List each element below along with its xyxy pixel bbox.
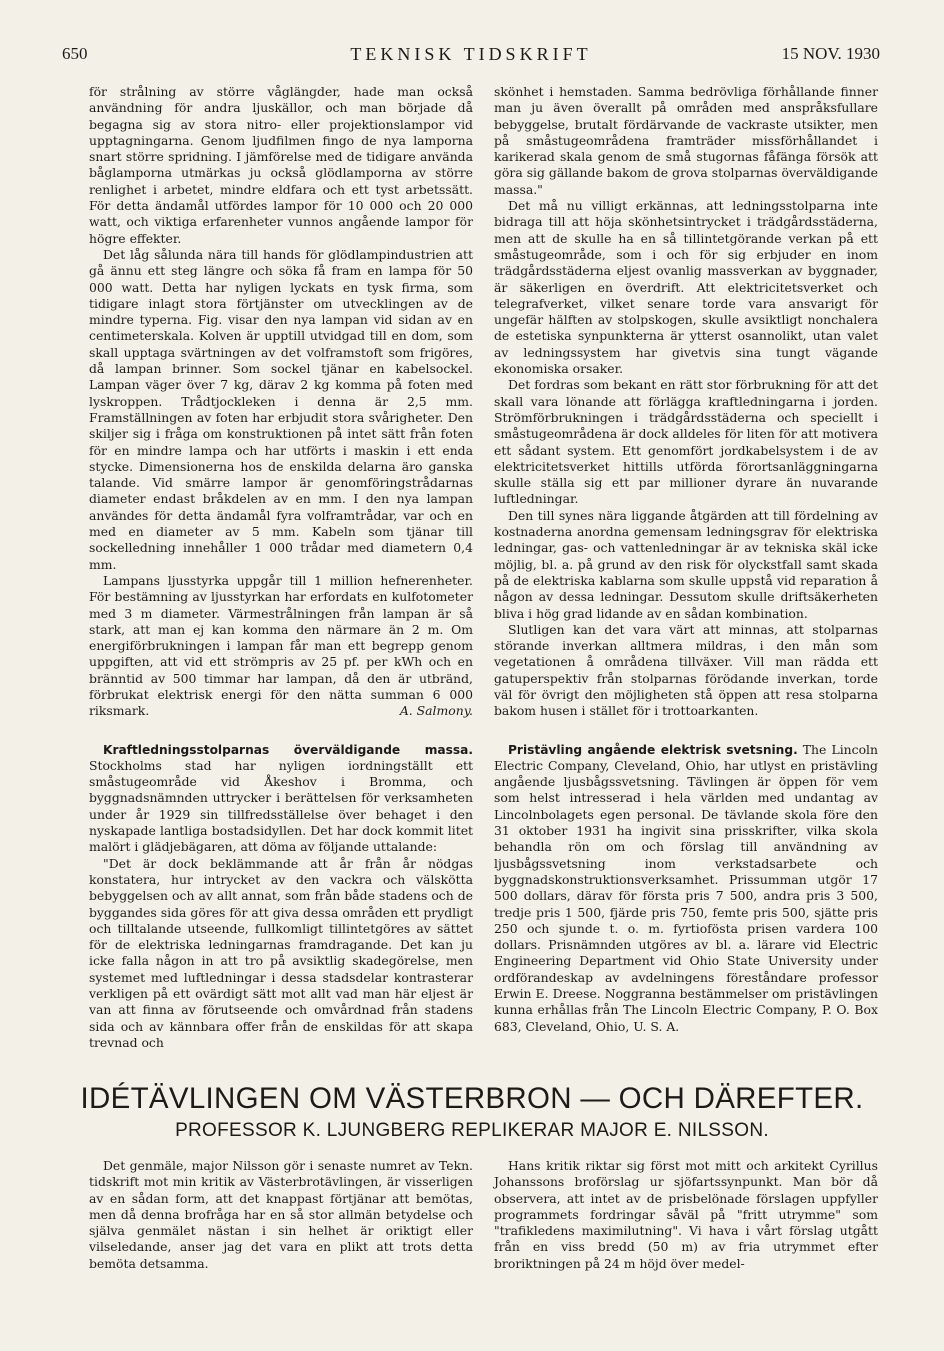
lamp-paragraph-3 (89, 573, 473, 720)
lamp-paragraph-1: för strålning av större våglängder, hade man också användning för andra ljuskällor, och man började då begagna sig av stora nitro- eller projektionslampor vid upptagningarna. Genom ljudfilmen fingo de nya lamporna snart större spridning. I jämförelse med de tidigare använda båglamporna utmärkas ju också glödlamporna av större renlighet i arbetet, mindre eldfara och ett tyst arbetssätt. För detta ändamål utfördes lampor för 10 000 och 20 000 watt, och viktiga erfarenheter vunnos angående lampor för högre effekter. (89, 84, 473, 246)
column-left-bottom (89, 1158, 473, 1272)
column-left-top (89, 84, 473, 1051)
page-header (62, 40, 880, 68)
pris-heading: Pristävling angående elektrisk svetsning. (508, 742, 798, 757)
section-gap (89, 720, 473, 742)
lamp-paragraph-3-text: Lampans ljusstyrka uppgår till 1 million hefnerenheter. För bestämning av ljusstyrkan har erfordats en kulfotometer med 3 m diameter. Värmestrålningen från lampan är så stark, att man ej kan komma den närmare än 2 m. Om energiförbrukningen i lampan får man ett begrepp genom uppgiften, att vid ett strömpris av 25 pf. per kWh och en bränntid av 500 timmar har lampan, då den är utbränd, förbrukat elektrisk energi för den nätta summan 6 000 riksmark. (89, 572, 473, 719)
article-subtitle: PROFESSOR K. LJUNGBERG REPLIKERAR MAJOR E. NILSSON. (175, 1120, 769, 1141)
kraft-paragraph-2: "Det är dock beklämmande att år från år nödgas konstatera, hur intrycket av den vackra och välskötta bebyggelsen och av allt annat, som från både stadens och de byggandes sida göres för att giva dessa områden ett prydligt och tilltalande utseende, fullkomligt tillintetgöres av sättet för de elektriska ledningarnas framdragande. Det kan ju icke falla någon in att tro på avsiktlig skadegörelse, men systemet med luftledningar i dessa stadsdelar kontrasterar verkligen på ett ovärdigt sätt mot allt vad man här eljest är van att finna av förutseende och omvårdnad från stadens sida och av kännbara offer från de enskildas för att skapa trevnad och (89, 855, 473, 1050)
kraft-heading: Kraftledningsstolparnas överväldigande massa. (103, 742, 473, 757)
article-byline: A. Salmony. (399, 703, 473, 719)
issue-date: 15 NOV. 1930 (781, 44, 880, 63)
kraft-paragraph-3: skönhet i hemstaden. Samma bedrövliga förhållande finner man ju även överallt på områden med anspråksfullare bebyggelse, brutalt fördärvande de vackraste utsikter, men på småstugeområdena framträder missförhållandet i karikerad skala genom de små stugornas fåfänga försök att göra sig gällande bakom de grova stolparnas överväldigande massa." (494, 84, 878, 197)
kraft-paragraph-4: Det må nu villigt erkännas, att ledningsstolparna inte bidraga till att höja skönhetsintrycket i trädgårdsstäderna, men att de skulle ha en så tillintetgörande verkan på ett småstugeområde, som i och för sig erbjuder en inom trädgårdsstäderna eljest ovanlig massverkan av byggnader, är säkerligen en överdrift. Att elektricitetsverket och telegrafverket, vilket senare torde vara ansvarigt för ungefär hälften av stolpskogen, skulle avsiktligt nonchalera de estetiska synpunkterna är ytterst osannolikt, utan valet av ledningssystem har givetvis sina tungt vägande ekonomiska orsaker. (494, 198, 878, 377)
pris-paragraph (494, 742, 878, 1035)
journal-title: TEKNISK TIDSKRIFT (350, 44, 592, 64)
lamp-paragraph-2: Det låg sålunda nära till hands för glödlampindustrien att gå ännu ett steg längre och söka få fram en lampa för 50 000 watt. Detta har nyligen lyckats en tysk firma, som tidigare inlagt stora förtjänster om utvecklingen av de mindre typerna. Fig. visar den nya lampan vid sidan av en centimeterskala. Kolven är upptill utvidgad till en dom, som skall upptaga svärtningen av det volframstoft som frigöres, då lampan brinner. Som sockel tjänar en kabelsockel. Lampan väger över 7 kg, därav 2 kg komma på foten med lyskroppen. Trådtjockleken i denna är 2,5 mm. Framställningen av foten har erbjudit stora svårigheter. Den skiljer sig i fråga om konstruktionen på intet sätt från foten för en mindre lampa och har utförts i maskin i ett enda stycke. Dimensionerna hos de enskilda delarna äro ganska talande. Vid smärre lampor är genomföringstrådarnas diameter endast bråkdelen av en mm. I den nya lampan användes för detta ändamål fyra volframtrådar, var och en med en diameter av 5 mm. Kabeln som tjänar till sockelledning innehåller 1 000 trådar med diametern 0,4 mm. (89, 246, 473, 572)
kraft-paragraph-5: Det fordras som bekant en rätt stor förbrukning för att det skall vara lönande att förlägga kraftledningarna i jorden. Strömförbrukningen i trädgårdsstäderna och speciellt i småstugeområdena är dock alldeles för liten för att motivera ett sådant system. Ett genomfört jordkabelsystem i de av elektricitetsverket hittills utförda förortsanläggningarna skulle ställa sig ett par millioner dyrare än nuvarande luftledningar. (494, 377, 878, 507)
kraft-paragraph-7: Slutligen kan det vara värt att minnas, att stolparnas störande inverkan alltmera mildras, i den mån som vegetationen å områdena tillväxer. Vill man rädda ett gatuperspektiv från stolparnas förödande inverkan, torde väl för övrigt den möjligheten stå öppen att resa stolparna bakom husen i stället för i trottoarkanten. (494, 621, 878, 719)
pris-paragraph-text: The Lincoln Electric Company, Cleveland, Ohio, har utlyst en pristävling angående ljusbågssvetsning. Tävlingen är öppen för vem som helst intresserad i hela världen med undantag av Lincolnbolagets egen personal. De tävlande skola före den 31 oktober 1931 ha ingivit sina prisskrifter, vilka skola behandla rön om och förslag till användning av ljusbågssvetsning inom verkstadsarbete och byggnadskonstruktionsverksamhet. Prissumman utgör 17 500 dollars, därav för första pris 7 500, andra pris 3 500, tredje pris 1 500, fjärde pris 750, femte pris 500, sjätte pris 250 och sjunde t. o. m. fyrtiofösta prisen vardera 100 dollars. Prisnämnden utgöres av bl. a. lärare vid Electric Engineering Department vid Ohio State University under ordförandeskap av avdelningens föreståndare professor Erwin E. Dreese. Noggranna bestämmelser om pristävlingen kunna erhållas från The Lincoln Electric Company, P. O. Box 683, Cleveland, Ohio, U. S. A. (494, 741, 878, 1034)
column-right-top (494, 84, 878, 1035)
article-paragraph-left: Det genmäle, major Nilsson gör i senaste numret av Tekn. tidskrift mot min kritik av Västerbrotävlingen, är visserligen av en sådan form, att det knappast förtjänar att bemötas, men då denna brofråga har en så stor allmän betydelse och själva genmälet nästan i sin helhet är oriktigt eller vilseledande, anser jag det vara en plikt att trots detta bemöta detsamma. (89, 1158, 473, 1271)
kraft-paragraph-6: Den till synes nära liggande åtgärden att till fördelning av kostnaderna anordna gemensam ledningsgrav för elektriska ledningar, gas- och vattenledningar är av tekniska skäl icke möjlig, bl. a. på grund av den risk för olyckstfall samt skada på de elektriska kablarna som skulle uppstå vid reparation å någon av dessa ledningar. Dessutom skulle driftsäkerheten bliva i hög grad lidande av en sådan kombination. (494, 507, 878, 621)
section-gap (494, 720, 878, 742)
kraft-paragraph-1 (89, 742, 473, 856)
page-number: 650 (62, 44, 88, 63)
article-title: IDÉTÄVLINGEN OM VÄSTERBRON — OCH DÄREFTER. (80, 1082, 864, 1115)
article-paragraph-right: Hans kritik riktar sig först mot mitt och arkitekt Cyrillus Johanssons broförslag ur sjöfartssynpunkt. Man bör då observera, att intet av de prisbelönade förslagen uppfyller programmets fordringar såväl på "fritt utrymme" som "trafikledens maximilutning". Vi hava i vårt förslag utgått från en viss bredd (50 m) av fria utrymmet efter broriktningen på 24 m höjd över medel- (494, 1158, 878, 1271)
kraft-paragraph-1-text: Stockholms stad har nyligen iordningställt ett småstugeområde vid Åkeshov i Bromma, och byggnadsnämnden uttrycker i berättelsen för verksamheten under år 1929 sin tillfredsställelse över behaget i den nyskapade lantliga bostadsidyllen. Det har dock kommit litet malört i glädjebägaren, att döma av följande uttalande: (89, 757, 473, 855)
column-right-bottom (494, 1158, 878, 1272)
